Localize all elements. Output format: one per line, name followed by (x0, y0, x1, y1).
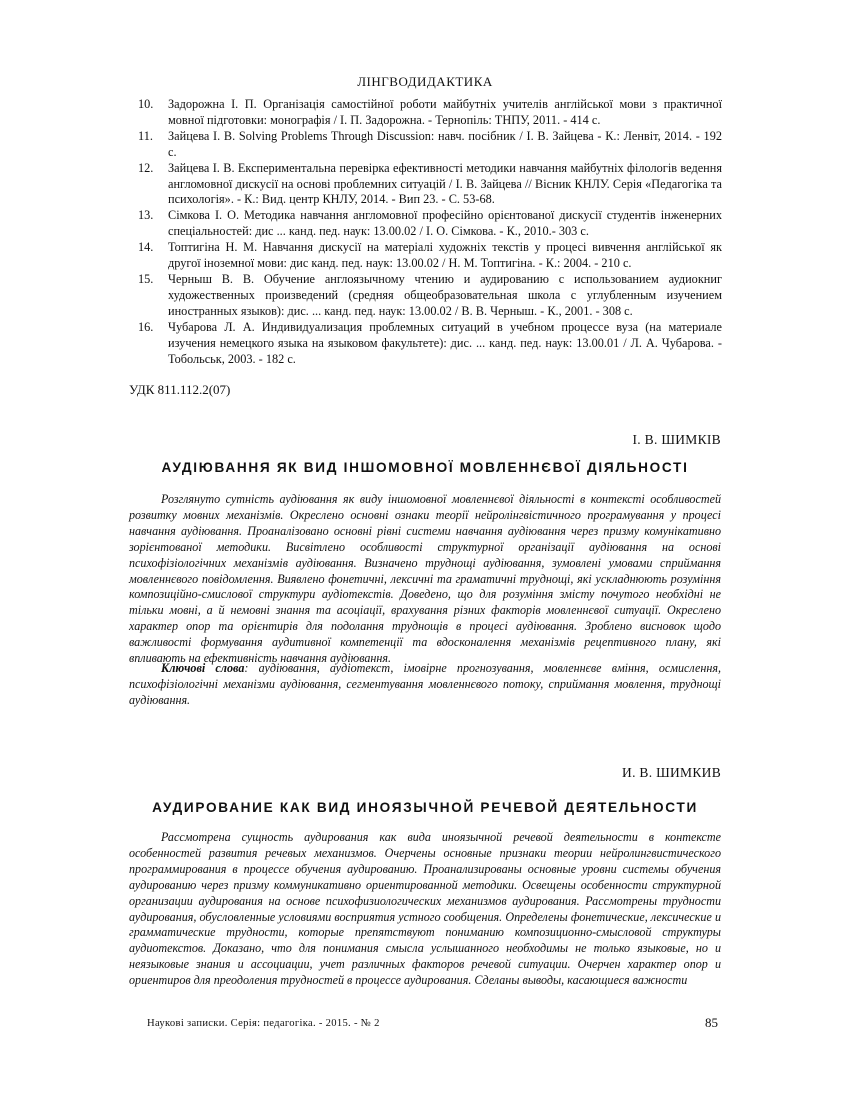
keywords-list: : аудіювання, аудіотекст, імовірне прогнозування, мовленнєве вміння, осмислення, психофізіологічні механізми аудіювання, сегментування мовленнєвого потоку, сприймання мовлення, труднощі аудіювання. (129, 661, 722, 707)
keywords-uk (129, 661, 721, 709)
udc-code: УДК 811.112.2(07) (129, 382, 231, 397)
reference-text: Топтигіна Н. М. Навчання дискусії на матеріалі художніх текстів у процесі вивчення англійської як другої іноземної мови: дис канд. пед. наук: 13.00.02 / Н. М. Топтигіна. - К.: 2004. - 210 с. (168, 240, 722, 271)
page-number: 85 (705, 1015, 718, 1030)
author-name-uk: І. В. ШИМКІВ (632, 432, 721, 447)
reference-text: Сімкова І. О. Методика навчання англомовної професійно орієнтованої дискусії студентів інженерних спеціальностей: дис ... канд. пед. наук: 13.00.02 / І. О. Сімкова. - К., 2010.- 303 с. (168, 208, 722, 239)
reference-number: 16. (138, 319, 154, 334)
abstract-ru: Рассмотрена сущность аудирования как вида иноязычной речевой деятельности в контексте особенностей развития речевых механизмов. Очерчены основные признаки теории нейролингвистического программирования в процессе обучения аудированию. Проанализированы основные уровни системы обучения аудированию через призму коммуникативно ориентированной методики. Освещены особенности структурной организации аудирования на основе психофизиологических механизмов аудирования. Рассмотрены трудности аудирования, обусловленные условиями восприятия устного сообщения. Определены фонетические, лексические и грамматические трудности, которые препятствуют пониманию композиционно-смысловой структуры аудиотекстов. Доказано, что для понимания смысла услышанного необходимы не только языковые, но и неязыковые знания и ассоциации, учет различных факторов речевой ситуации. Очерчен характер опор и ориентиров для преодоления трудностей в процессе аудирования. Сделаны выводы, касающиеся важности (129, 830, 721, 988)
reference-list (138, 97, 722, 367)
reference-text: Черныш В. В. Обучение англоязычному чтению и аудированию с использованием аудиокниг художественных произведений (средняя общеобразовательная школа с углубленным изучением иностранных языков): дис. ... канд. пед. наук: 13.00.02 / В. В. Черныш. - К., 2001. - 308 с. (168, 271, 722, 318)
keywords-label: Ключові слова (161, 661, 245, 675)
reference-item (138, 208, 722, 240)
reference-number: 15. (138, 271, 154, 286)
reference-item (138, 97, 722, 129)
reference-text: Зайцева І. В. Solving Problems Through Discussion: навч. посібник / І. В. Зайцева - К.: Ленвіт, 2014. - 192 с. (168, 128, 722, 159)
reference-item (138, 161, 722, 209)
journal-citation: Наукові записки. Серія: педагогіка. - 2015. - № 2 (147, 1018, 380, 1029)
abstract-uk: Розглянуто сутність аудіювання як виду іншомовної мовленнєвої діяльності в контексті особливостей розвитку мовних механізмів. Окреслено основні ознаки теорії нейролінгвістичного програмування у процесі навчання аудіювання. Проаналізовано основні рівні системи навчання аудіювання через призму комунікативно зорієнтованої методики. Висвітлено особливості структурної організації аудіювання на основі психофізіологічних механізмів аудіювання. Визначено труднощі аудіювання, зумовлені умовами сприймання мовленнєвого повідомлення. Виявлено фонетичні, лексичні та граматичні труднощі, які ускладнюють розуміння композиційно-смислової структури аудіотекстів. Доведено, що для розуміння змісту почутого необхідні не тільки мовні, а й немовні знання та асоціації, врахування різних факторів мовленнєвої ситуації. Окреслено характер опор та орієнтирів для подолання труднощів в процесі аудіювання. Зроблено висновок щодо важливості формування аудитивної компетенції та вдосконалення механізмів рецептивного плану, які впливають на ефективність навчання аудіювання. (129, 492, 721, 666)
reference-item (138, 320, 722, 368)
author-name-ru: И. В. ШИМКИВ (622, 765, 721, 780)
article-title-ru: АУДИРОВАНИЕ КАК ВИД ИНОЯЗЫЧНОЙ РЕЧЕВОЙ ДЕЯТЕЛЬНОСТИ (152, 800, 698, 815)
reference-number: 14. (138, 240, 154, 255)
reference-number: 10. (138, 97, 154, 111)
article-title-uk: АУДІЮВАННЯ ЯК ВИД ІНШОМОВНОЇ МОВЛЕННЄВОЇ ДІЯЛЬНОСТІ (161, 460, 689, 475)
reference-item (138, 129, 722, 161)
reference-number: 13. (138, 208, 154, 223)
reference-item (138, 240, 722, 272)
reference-item (138, 272, 722, 320)
reference-text: Задорожна І. П. Організація самостійної роботи майбутніх учителів англійської мови з практичної мовної підготовки: монографія / І. П. Задорожна. - Тернопіль: ТНПУ, 2011. - 414 с. (168, 97, 722, 127)
reference-number: 11. (138, 128, 153, 143)
reference-text: Чубарова Л. А. Индивидуализация проблемных ситуаций в учебном процессе вуза (на материале изучения немецкого языка на языковом факультете): дис. ... канд. пед. наук: 13.00.01 / Л. А. Чубарова. - Тобольськ, 2003. - 182 с. (168, 319, 722, 366)
reference-number: 12. (138, 160, 154, 175)
running-head: ЛІНГВОДИДАКТИКА (357, 74, 493, 89)
reference-text: Зайцева І. В. Експериментальна перевірка ефективності методики навчання майбутніх філологів ведення англомовної дискусії на основі проблемних ситуацій / І. В. Зайцева // Вісник КНЛУ. Серія «Педагогіка та психологія». - К.: Вид. центр КНЛУ, 2014. - Вип 23. - С. 53-68. (168, 160, 722, 207)
